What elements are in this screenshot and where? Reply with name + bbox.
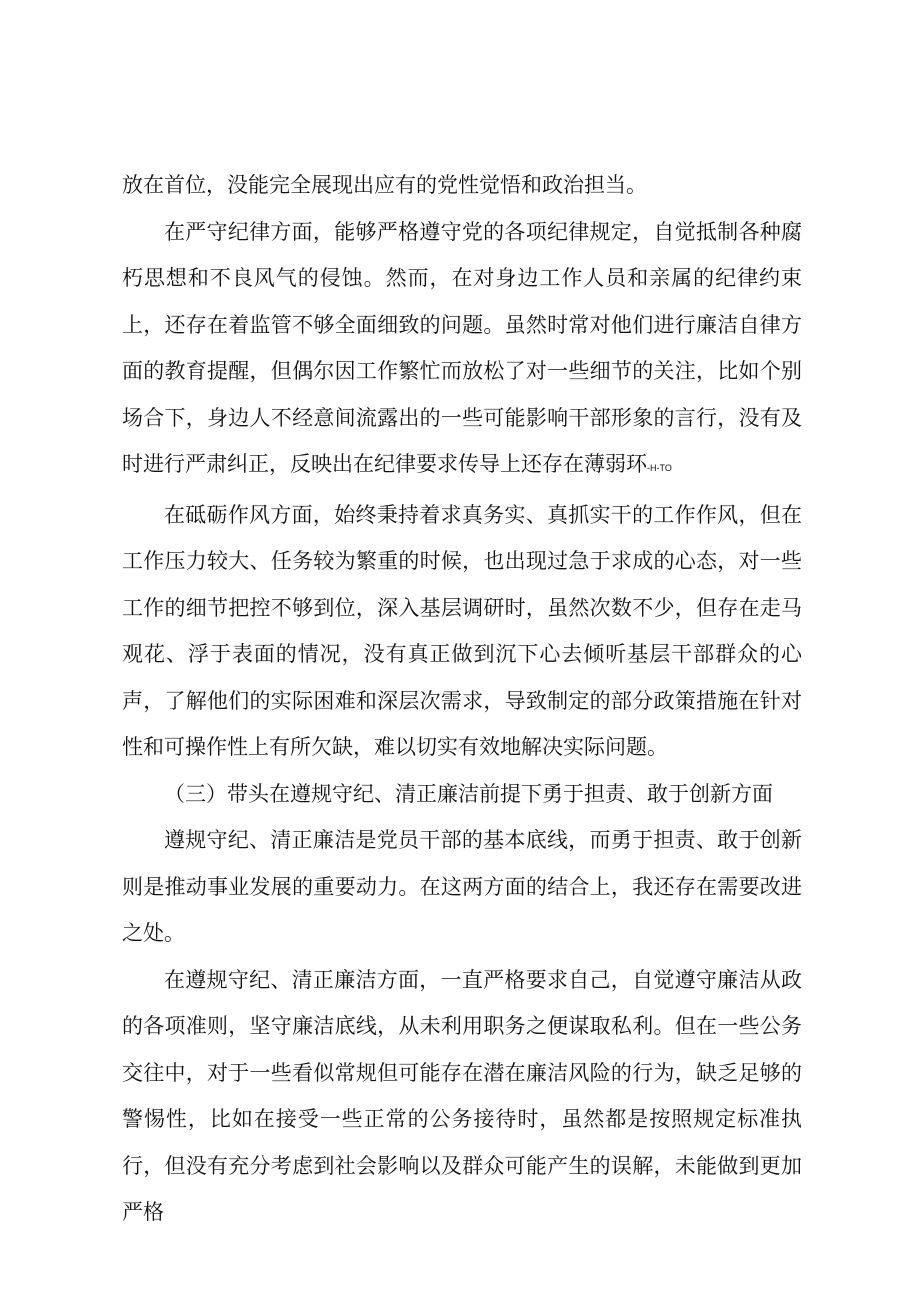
paragraph-work-style: 在砥砺作风方面，始终秉持着求真务实、真抓实干的工作作风，但在工作压力较大、任务较为繁重的时候，也出现过急于求成的心态，对一些工作的细节把控不够到位，深入基层调研时，虽然次数不少，但存在走马观花、浮于表面的情况，没有真正做到沉下心去倾听基层干部群众的心声，了解他们的实际困难和深层次需求，导致制定的部分政策措施在针对性和可操作性上有所欠缺，难以切实有效地解决实际问题。: [122, 502, 802, 759]
section-heading-three: （三）带头在遵规守纪、清正廉洁前提下勇于担责、敢于创新方面: [164, 781, 773, 806]
paragraph-continuation: 放在首位，没能完全展现出应有的党性觉悟和政治担当。: [122, 173, 647, 197]
paragraph-integrity: 在遵规守纪、清正廉洁方面，一直严格要求自己，自觉遵守廉洁从政的各项准则，坚守廉洁底线，从未利用职务之便谋取私利。但在一些公务交往中，对于一些看似常规但可能存在潜在廉洁风险的行为，缺乏足够的警惕性，比如在接受一些正常的公务接待时，虽然都是按照规定标准执行，但没有充分考虑到社会影响以及群众可能产生的误解，未能做到更加严格: [122, 967, 802, 1224]
paragraph-discipline: [122, 209, 802, 492]
paragraph-discipline-text: 在严守纪律方面，能够严格遵守党的各项纪律规定，自觉抵制各种腐朽思想和不良风气的侵蚀。然而，在对身边工作人员和亲属的纪律约束上，还存在着监管不够全面细致的问题。虽然时常对他们进行廉洁自律方面的教育提醒，但偶尔因工作繁忙而放松了对一些细节的关注，比如个别场合下，身边人不经意间流露出的一些可能影响干部形象的言行，没有及时进行严肃纠正，反映出在纪律要求传导上还存在薄弱环: [122, 219, 802, 476]
document-body: [122, 162, 802, 1236]
paragraph-intro: 遵规守纪、清正廉洁是党员干部的基本底线，而勇于担责、敢于创新则是推动事业发展的重要动力。在这两方面的结合上，我还存在需要改进之处。: [122, 828, 802, 945]
paragraph-discipline-tail: -H-TO: [647, 463, 672, 473]
